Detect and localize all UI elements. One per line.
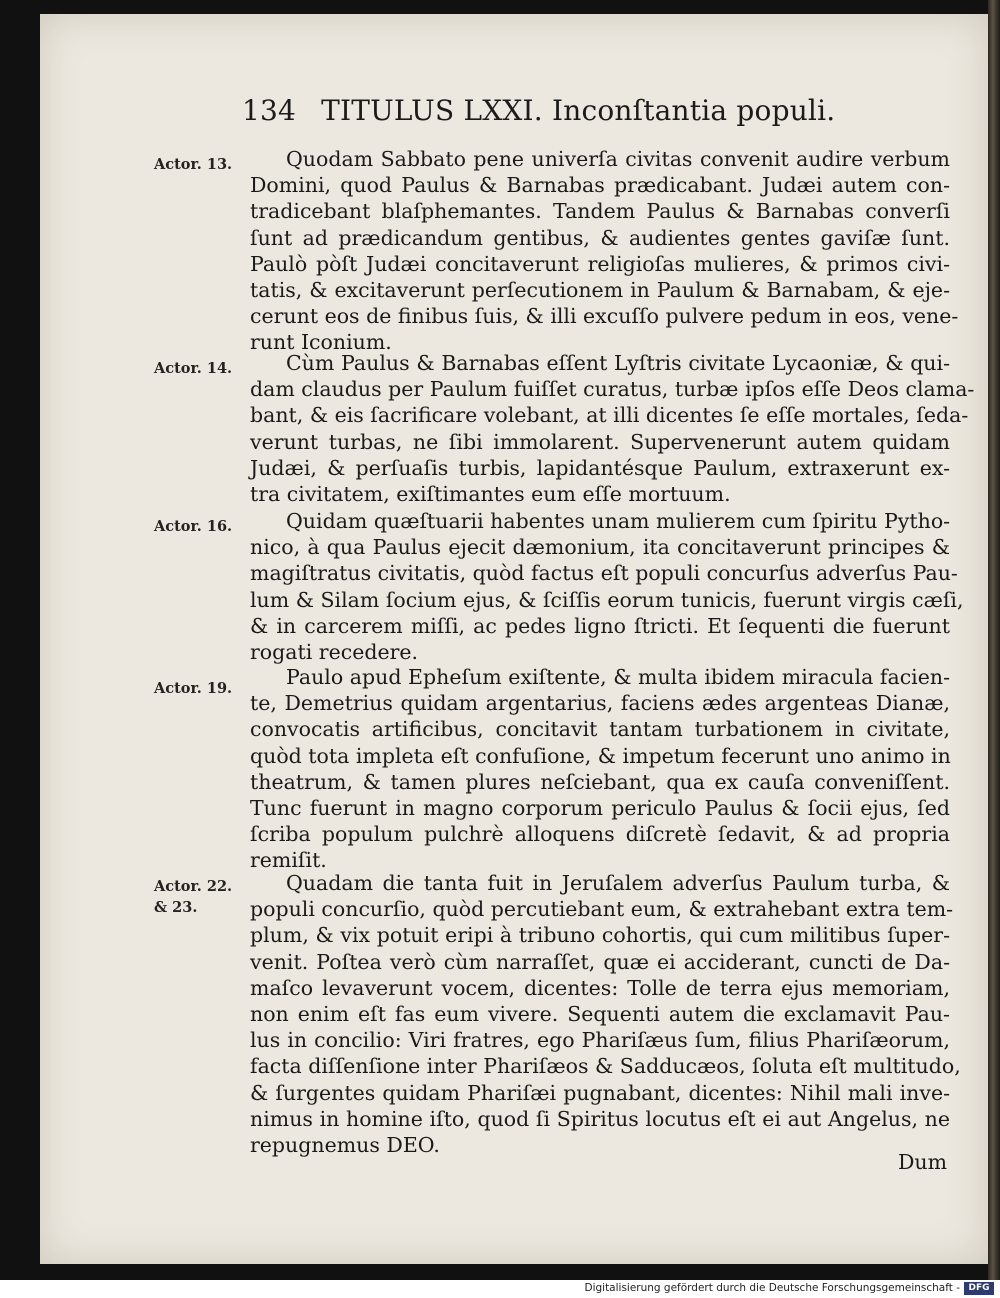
text-line: Quodam Sabbato pene univerſa civitas convenit audire verbum bbox=[286, 147, 950, 171]
margin-reference: Actor. 22. & 23. bbox=[154, 878, 233, 916]
text-line: tatis, & excitaverunt perſecutionem in Paulum & Barnabam, & eje- bbox=[250, 277, 950, 302]
paragraph bbox=[250, 350, 975, 507]
dfg-logo: DFG bbox=[964, 1282, 994, 1295]
text-line: theatrum, & tamen plures neſciebant, qua ex cauſa conveniſſent. bbox=[250, 769, 950, 794]
page-number: 134 bbox=[242, 94, 297, 127]
text-line: te, Demetrius quidam argentarius, faciens ædes argenteas Dianæ, bbox=[250, 691, 950, 716]
text-line: quòd tota impleta eſt confuſione, & impetum fecerunt uno animo in bbox=[250, 743, 951, 768]
text-line: tra civitatem, exiſtimantes eum eſſe mortuum. bbox=[250, 481, 731, 506]
text-line: dam claudus per Paulum fuiſſet curatus, turbæ ipſos eſſe Deos clama- bbox=[250, 377, 975, 402]
margin-reference: Actor. 13. bbox=[154, 156, 233, 173]
text-line: Paulo apud Epheſum exiſtente, & multa ibidem miracula facien- bbox=[286, 665, 950, 689]
text-line: Domini, quod Paulus & Barnabas prædicabant. Judæi autem con- bbox=[250, 173, 950, 198]
paragraph bbox=[250, 146, 959, 356]
funding-notice: Digitalisierung gefördert durch die Deutsche Forschungsgemeinschaft - bbox=[584, 1282, 960, 1294]
text-line: lum & Silam ſocium ejus, & ſciſſis eorum tunicis, fuerunt virgis cæſi, bbox=[250, 587, 964, 612]
paragraph bbox=[250, 508, 964, 665]
text-line: repugnemus DEO. bbox=[250, 1132, 440, 1157]
text-line: Quadam die tanta fuit in Jeruſalem adverſus Paulum turba, & bbox=[286, 871, 950, 895]
text-line: bant, & eis ſacrificare volebant, at illi dicentes ſe eſſe mortales, ſeda- bbox=[250, 403, 969, 428]
text-line: Quidam quæſtuarii habentes unam mulierem cum ſpiritu Pytho- bbox=[286, 509, 951, 533]
text-line: populi concurſio, quòd percutiebant eum, & extrahebant extra tem- bbox=[250, 897, 954, 922]
text-line: venit. Poſtea verò cùm narraſſet, quæ ei acciderant, cuncti de Da- bbox=[250, 949, 950, 974]
text-line: maſco levaverunt vocem, dicentes: Tolle de terra ejus memoriam, bbox=[250, 975, 950, 1000]
digitization-footer bbox=[0, 1280, 1000, 1298]
text-line: runt Iconium. bbox=[250, 330, 392, 355]
text-line: Paulò pòſt Judæi concitaverunt religioſas mulieres, & primos civi- bbox=[250, 251, 950, 276]
text-line: lus in concilio: Viri fratres, ego Phariſæus ſum, filius Phariſæorum, bbox=[250, 1028, 950, 1053]
margin-reference: Actor. 14. bbox=[154, 360, 233, 377]
text-line: rogati recedere. bbox=[250, 639, 419, 664]
text-line: nico, à qua Paulus ejecit dæmonium, ita concitaverunt principes & bbox=[250, 535, 950, 560]
text-line: verunt turbas, ne ſibi immolarent. Supervenerunt autem quidam bbox=[250, 429, 950, 454]
margin-reference: Actor. 19. bbox=[154, 680, 233, 697]
text-line: non enim eſt fas eum vivere. Sequenti autem die exclamavit Pau- bbox=[250, 1001, 950, 1026]
page-edge bbox=[988, 0, 1000, 1280]
page-title: TITULUS LXXI. Inconſtantia populi. bbox=[321, 94, 836, 127]
paragraph bbox=[250, 664, 950, 874]
text-line: cerunt eos de finibus ſuis, & illi excuſſo pulvere pedum in eos, vene- bbox=[250, 304, 959, 329]
text-line: nimus in homine iſto, quod ſi Spiritus locutus eſt ei aut Angelus, ne bbox=[250, 1106, 950, 1131]
text-line: facta diſſenſione inter Phariſæos & Sadducæos, ſoluta eſt multitudo, bbox=[250, 1054, 961, 1079]
text-line: tradicebant blaſphemantes. Tandem Paulus & Barnabas converſi bbox=[250, 199, 950, 224]
text-line: convocatis artificibus, concitavit tantam turbationem in civitate, bbox=[250, 717, 950, 742]
paragraph bbox=[250, 870, 961, 1158]
text-line: & ſurgentes quidam Phariſæi pugnabant, dicentes: Nihil mali inve- bbox=[250, 1080, 950, 1105]
text-line: Tunc fuerunt in magno corporum periculo Paulus & ſocii ejus, ſed bbox=[250, 795, 950, 820]
text-line: remiſit. bbox=[250, 848, 327, 873]
text-line: ſcriba populum pulchrè alloquens diſcretè ſedavit, & ad propria bbox=[250, 822, 950, 847]
margin-reference: Actor. 16. bbox=[154, 518, 233, 535]
text-line: Judæi, & perſuaſis turbis, lapidantésque Paulum, extraxerunt ex- bbox=[250, 455, 950, 480]
catchword: Dum bbox=[898, 1150, 948, 1174]
running-header bbox=[242, 94, 842, 127]
text-line: magiſtratus civitatis, quòd factus eſt populi concurſus adverſus Pau- bbox=[250, 561, 958, 586]
text-line: plum, & vix potuit eripi à tribuno cohortis, qui cum militibus ſuper- bbox=[250, 923, 950, 948]
text-line: ſunt ad prædicandum gentibus, & audientes gentes gaviſæ ſunt. bbox=[250, 225, 950, 250]
text-line: & in carcerem miſſi, ac pedes ligno ſtricti. Et ſequenti die fuerunt bbox=[250, 613, 950, 638]
text-line: Cùm Paulus & Barnabas eſſent Lyſtris civitate Lycaoniæ, & qui- bbox=[286, 351, 950, 375]
